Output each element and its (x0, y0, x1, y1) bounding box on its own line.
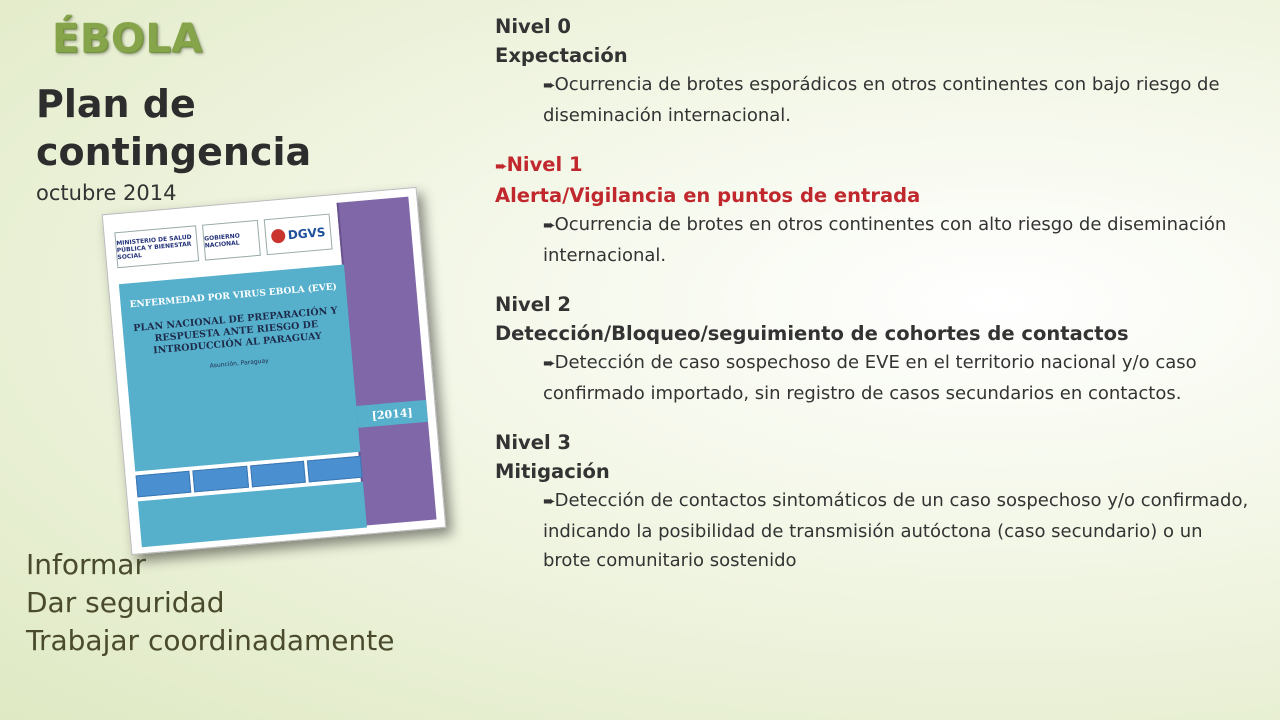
ministry-logo: MINISTERIO DE SALUD PÚBLICA Y BIENESTAR SOCIAL (114, 225, 199, 268)
level-description-text: Ocurrencia de brotes esporádicos en otros continentes con bajo riesgo de diseminación internacional. (543, 74, 1220, 126)
level-number: Nivel 2 (495, 293, 571, 316)
level-number-text: Nivel 1 (506, 153, 583, 176)
slide-title: ÉBOLA (52, 16, 203, 62)
purpose-list (26, 546, 394, 660)
level-description (495, 348, 1255, 408)
level-name: Detección/Bloqueo/seguimiento de cohortes de contactos (495, 322, 1129, 345)
dgvs-label: DGVS (287, 225, 327, 243)
level-description-text: Detección de contactos sintomáticos de un caso sospechoso y/o confirmado, indicando la posibilidad de transmisión autóctona (caso secundario) o un brote comunitario sostenido (543, 490, 1249, 571)
purpose-item: Informar (26, 548, 146, 581)
cover-title-block (119, 264, 361, 471)
level-number: Nivel 0 (495, 15, 571, 38)
cover-disease-title: ENFERMEDAD POR VIRUS EBOLA (EVE) (129, 282, 338, 311)
level-description-text: Ocurrencia de brotes en otros continentes con alto riesgo de diseminación internacional. (543, 214, 1227, 266)
level-name: Expectación (495, 44, 628, 67)
arrow-bullet-icon: ➨ (543, 216, 555, 234)
government-logo: GOBIERNO NACIONAL (202, 220, 261, 261)
arrow-bullet-icon: ➨ (543, 76, 555, 94)
level-description (495, 70, 1255, 130)
alert-levels (495, 12, 1255, 596)
arrow-bullet-icon: ➨ (543, 354, 555, 372)
cover-plan-title: PLAN NACIONAL DE PREPARACIÓN Y RESPUESTA ANTE RIESGO DE INTRODUCCIÓN AL PARAGUAY (132, 305, 338, 357)
cover-page (102, 187, 447, 555)
slide-date: octubre 2014 (36, 181, 177, 205)
dgvs-logo (264, 214, 333, 256)
cover-place: Asunción, Paraguay (209, 357, 269, 370)
purpose-item: Dar seguridad (26, 586, 225, 619)
level-1 (495, 150, 1255, 270)
level-2 (495, 290, 1255, 408)
level-number: Nivel 3 (495, 431, 571, 454)
cover-year: [2014] (356, 400, 428, 428)
level-number (495, 150, 1255, 181)
arrow-bullet-icon: ➨ (543, 492, 555, 510)
arrow-bullet-icon: ➨ (495, 157, 507, 175)
plan-document-cover (102, 187, 447, 555)
level-description (495, 486, 1255, 576)
level-name: Mitigación (495, 460, 610, 483)
level-description-text: Detección de caso sospechoso de EVE en el territorio nacional y/o caso confirmado importado, sin registro de casos secundarios en contactos. (543, 352, 1197, 404)
level-name: Alerta/Vigilancia en puntos de entrada (495, 184, 921, 207)
level-3 (495, 428, 1255, 576)
level-description (495, 210, 1255, 270)
purpose-item: Trabajar coordinadamente (26, 624, 395, 657)
level-0 (495, 12, 1255, 130)
dgvs-seal-icon (270, 229, 285, 244)
slide-subtitle: Plan de contingencia (36, 82, 312, 174)
